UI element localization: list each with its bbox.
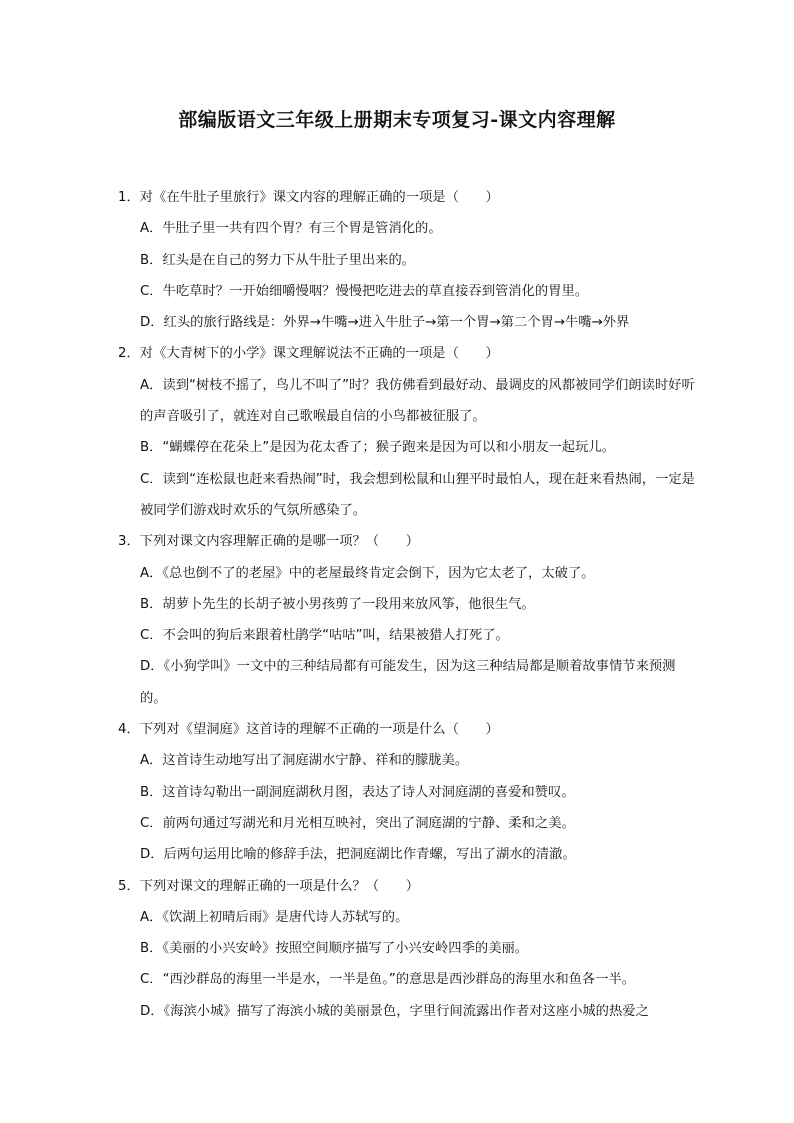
- question-1: [118, 182, 698, 338]
- question-2: [118, 338, 698, 526]
- question-5: [118, 871, 698, 1027]
- option-b: B．《美丽的小兴安岭》按照空间顺序描写了小兴安岭四季的美丽。: [140, 941, 529, 957]
- question-4: [118, 714, 698, 870]
- option-b: B．这首诗勾勒出一副洞庭湖秋月图，表达了诗人对洞庭湖的喜爱和赞叹。: [140, 784, 575, 800]
- option-d: D．红头的旅行路线是：外界→牛嘴→进入牛肚子→第一个胃→第二个胃→牛嘴→外界: [140, 315, 630, 331]
- option-a: A．《饮湖上初晴后雨》是唐代诗人苏轼写的。: [140, 909, 409, 925]
- option-d: D．后两句运用比喻的修辞手法，把洞庭湖比作青螺，写出了湖水的清澈。: [140, 847, 576, 863]
- option-c: C．不会叫的狗后来跟着杜鹃学“咕咕”叫，结果被猎人打死了。: [140, 628, 509, 644]
- option-a: A．这首诗生动地写出了洞庭湖水宁静、祥和的朦胧美。: [140, 753, 469, 769]
- option-b: B．红头是在自己的努力下从牛肚子里出来的。: [140, 252, 416, 268]
- question-list: [118, 182, 698, 1027]
- option-d: D．《海滨小城》描写了海滨小城的美丽景色，字里行间流露出作者对这座小城的热爱之: [140, 1003, 649, 1019]
- question-stem: 4．下列对《望洞庭》这首诗的理解不正确的一项是什么（ ）: [118, 722, 499, 738]
- document-title: 部编版语文三年级上册期末专项复习-课文内容理解: [178, 109, 616, 131]
- question-3: [118, 526, 698, 714]
- option-b: B．胡萝卜先生的长胡子被小男孩剪了一段用来放风筝，他很生气。: [140, 596, 535, 612]
- question-stem: 3．下列对课文内容理解正确的是哪一项？（ ）: [118, 534, 419, 550]
- option-c: C．“西沙群岛的海里一半是水，一半是鱼。”的意思是西沙群岛的海里水和鱼各一半。: [140, 972, 636, 988]
- option-c: C．读到“连松鼠也赶来看热闹”时，我会想到松鼠和山狸平时最怕人，现在赶来看热闹，一定是被同学们游戏时欢乐的气氛所感染了。: [140, 471, 695, 518]
- option-c: C．前两句通过写湖光和月光相互映衬，突出了洞庭湖的宁静、柔和之美。: [140, 815, 575, 831]
- option-a: A．读到“树枝不摇了，鸟儿不叫了”时？我仿佛看到最好动、最调皮的风都被同学们朗读时好听的声音吸引了，就连对自己歌喉最自信的小鸟都被征服了。: [140, 377, 695, 425]
- option-a: A．牛肚子里一共有四个胃？有三个胃是管消化的。: [140, 221, 442, 237]
- question-stem: 1．对《在牛肚子里旅行》课文内容的理解正确的一项是（ ）: [118, 190, 499, 205]
- option-c: C．牛吃草时？一开始细嚼慢咽？慢慢把吃进去的草直接吞到管消化的胃里。: [140, 283, 589, 299]
- question-stem: 2．对《大青树下的小学》课文理解说法不正确的一项是（ ）: [118, 346, 499, 362]
- option-b: B．“蝴蝶停在花朵上”是因为花太香了；猴子跑来是因为可以和小朋友一起玩儿。: [140, 440, 615, 456]
- option-d: D．《小狗学叫》一文中的三种结局都有可能发生，因为这三种结局都是顺着故事情节来预测的。: [140, 659, 676, 706]
- question-stem: 5．下列对课文的理解正确的一项是什么？（ ）: [118, 878, 419, 894]
- option-a: A．《总也倒不了的老屋》中的老屋最终肯定会倒下，因为它太老了，太破了。: [140, 565, 595, 581]
